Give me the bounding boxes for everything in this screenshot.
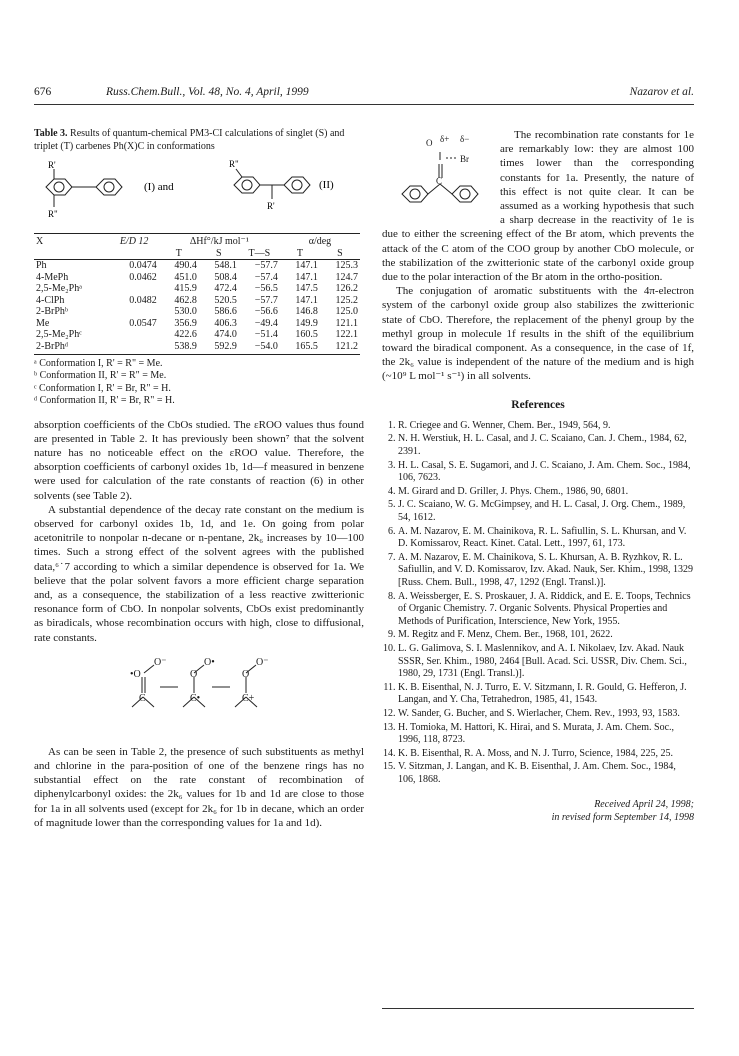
- table-cell: 2-BrPhᵈ: [34, 341, 109, 355]
- table-cell: −57.7: [254, 294, 278, 306]
- table-cell: −57.4: [254, 271, 278, 283]
- table-cell: 490.4: [174, 260, 197, 271]
- carbene-structures-drawing: [34, 159, 364, 231]
- paragraph: A substantial dependence of the decay rate constant on the medium is observed for carbonyl oxides 1b, 1d, and 1e. On going from polar acetonitrile to nonpolar n-decane or n-pentane, 2k₆ increases by 10—100 times. Such a strong effect of the solvent agrees with the published data,⁶˙7 according to which a similar dependence is observed for 1a. We believe that the polar solvent favors a more efficient charge separation and, as a consequence, the stabilization of a less reactive zwitterionic resonance form of CbO. In nonpolar solvents, CbOs exist predominantly as biradicals, whose recombination occurs with high, close to diffusional, rate constants.: [34, 503, 364, 644]
- table-cell: 2,5-Me₂Phᵃ: [36, 283, 82, 294]
- table-cell: 508.4: [214, 271, 237, 283]
- table-cell: 147.1: [295, 294, 318, 306]
- substituent-r-dprime-1: R": [48, 209, 58, 219]
- reference-item: 9. M. Regitz and F. Menz, Chem. Ber., 1968, 101, 2622.: [398, 629, 694, 642]
- revised-line: in revised form September 14, 1998: [551, 812, 694, 824]
- table-row: [34, 272, 360, 284]
- table-cell: 125.2: [335, 294, 358, 306]
- resonance-label: O⁻: [154, 656, 167, 668]
- table-cell: 4-MePh: [36, 271, 69, 283]
- figure-label: O: [426, 138, 433, 148]
- reference-item: 14. K. B. Eisenthal, R. A. Moss, and N. J. Turro, Science, 1984, 225, 25.: [398, 748, 694, 761]
- reference-item: 12. W. Sander, G. Bucher, and S. Wierlacher, Chem. Rev., 1993, 93, 1583.: [398, 708, 694, 721]
- table-cell: 121.2: [320, 341, 360, 355]
- table-subheader-row: [34, 248, 360, 260]
- table-cell: [109, 306, 158, 318]
- table-cell: [109, 341, 158, 355]
- aromatic-circle-3: [242, 180, 252, 190]
- table-cell: [109, 283, 158, 295]
- references-list: [382, 420, 694, 787]
- table-cell: 2-BrPhᵇ: [36, 306, 68, 317]
- table-cell: 0.0474: [129, 260, 157, 271]
- table-caption-text: Results of quantum-chemical PM3-CI calculations of singlet (S) and triplet (T) carbenes Ph(X)C in conformations: [34, 128, 345, 152]
- reference-item: 3. H. L. Casal, S. E. Sugamori, and J. C. Scaiano, J. Am. Chem. Soc., 1984, 106, 7623.: [398, 460, 694, 485]
- table-cell: 0.0547: [129, 317, 157, 329]
- reference-item: 7. A. M. Nazarov, E. M. Chainikova, S. L. Khursan, A. B. Ryzhkov, R. L. Safiullin, and V. D. Komissarov, Izv. Akad. Nauk, Ser. Khim., 1998, 1329 [Russ. Chem. Bull., 1998, 47, 1292 (Engl. Transl.)].: [398, 552, 694, 590]
- aromatic-circle-2: [104, 182, 114, 192]
- received-dates: [382, 798, 694, 824]
- paragraph: The conjugation of aromatic substituents with the 4π-electron system of the carbonyl oxide group also stabilizes the zwitterionic state of CbO. Therefore, the replacement of the phenyl group by the methyl group in molecule 1f results in the shift of the equilibrium toward the biradical component. As a consequence, in the case of 1f, the 2k₆ value is independent of the nature of the medium and is high (~10⁹ L mol⁻¹ s⁻¹) in all solvents.: [382, 285, 694, 383]
- table-cell: 474.0: [214, 329, 237, 340]
- sub-t: T: [159, 248, 199, 260]
- col-enthalpy: ΔHf°/kJ mol⁻¹: [159, 234, 280, 248]
- table-row: [34, 329, 360, 341]
- resonance-drawing: [34, 653, 364, 739]
- table-cell: 149.9: [295, 317, 318, 329]
- footer-rule: [382, 1008, 694, 1009]
- reference-item: 5. J. C. Scaiano, W. G. McGimpsey, and H. L. Casal, J. Org. Chem., 1989, 54, 1612.: [398, 499, 694, 524]
- aromatic-circle-4: [292, 180, 302, 190]
- table-cell: 147.5: [295, 283, 318, 294]
- table-cell: 0.0482: [129, 294, 157, 306]
- paragraph: As can be seen in Table 2, the presence of such substituents as methyl and chlorine in the para-position of one of the benzene rings has no substantial effect on the rate constant of recombination of diphenylcarbonyl oxides: the 2k₆ values for 1b and 1d are close to those for 1a in all solvents used (except for 2k₆ for 1b in decane, which an order of magnitude lower than the corresponding values for 1a and 1d).: [34, 745, 364, 829]
- table-cell: 124.7: [335, 271, 358, 283]
- table-caption-label: Table 3.: [34, 128, 68, 139]
- table-cell: 125.0: [335, 306, 358, 317]
- reference-item: 4. M. Girard and D. Griller, J. Phys. Chem., 1986, 90, 6801.: [398, 486, 694, 499]
- table-cell: 530.0: [174, 306, 197, 317]
- paragraph: [382, 128, 694, 284]
- reference-item: 8. A. Weissberger, E. S. Proskauer, J. A. Riddick, and E. E. Toops, Technics of Organic Chemistry. 7. Organic Solvents. Physical Properties and Methods of Purification, Interscience, New York, 1955.: [398, 591, 694, 629]
- resonance-label: O⁻: [256, 656, 269, 668]
- table-cell: −49.4: [254, 317, 278, 329]
- sub-t-s: T—S: [239, 248, 280, 260]
- resonance-label: O•: [204, 656, 215, 668]
- table-cell: 147.1: [295, 260, 318, 271]
- table-cell: −57.7: [254, 260, 278, 271]
- table-caption: [34, 128, 364, 153]
- table-row: [34, 260, 360, 272]
- sub-s: S: [199, 248, 239, 260]
- page-number: 676: [34, 86, 52, 98]
- reference-item: 1. R. Criegee and G. Wenner, Chem. Ber., 1949, 564, 9.: [398, 420, 694, 433]
- bond-r3: [236, 169, 242, 177]
- benzene-ring-2: [96, 179, 122, 195]
- benzene-ring-1: [46, 179, 72, 195]
- bromo-carbonyl-oxide-drawing: [396, 130, 508, 222]
- conformation-1-label: (I) and: [144, 181, 174, 193]
- reference-item: 10. L. G. Galimova, S. I. Maslennikov, and A. I. Nikolaev, Izv. Akad. Nauk SSSR, Ser. Khim., 1980, 2464 [Bull. Acad. Sci. USSR, Div. Chem. Sci., 1980, 29, 1731 (Engl. Transl.)].: [398, 643, 694, 681]
- table-row: [34, 341, 360, 355]
- figure-label: δ+: [440, 134, 450, 144]
- table-cell: 125.3: [335, 260, 358, 271]
- left-column: [34, 128, 364, 830]
- table-cell: 147.1: [295, 271, 318, 283]
- table-cell: 462.8: [174, 294, 197, 306]
- results-table: [34, 233, 360, 355]
- paragraph-text: The recombination rate constants for 1e are remarkably low: they are almost 100 times lower than the corresponding constants for 1a. Presently, the nature of this effect is not quite clear. It can be assumed as a working hypothesis that such a sharp decrease in the reactivity of 1e is due to either the screening effect of the Br atom, which prevents the attack of the C atom of the COO group by another CbO molecule, or the stabilization of the zwitterionic state of the carbonyl oxide group due to the polar interaction of the Br atom in the ortho-position.: [382, 129, 694, 284]
- table-cell: −51.4: [254, 329, 278, 340]
- figure-label: δ−: [460, 134, 470, 144]
- reference-item: 13. H. Tomioka, M. Hattori, K. Hirai, and S. Murata, J. Am. Chem. Soc., 1996, 118, 8723.: [398, 722, 694, 747]
- table-note: ᶜ Conformation I, R' = Br, R" = H.: [34, 382, 171, 394]
- resonance-label: C+: [242, 692, 255, 704]
- table-header-row: [34, 234, 360, 248]
- table-row: [34, 318, 360, 330]
- resonance-label: •O: [130, 668, 141, 680]
- table-cell: 451.0: [174, 271, 197, 283]
- figure-label: Br: [460, 154, 469, 164]
- table-cell: 146.8: [295, 306, 318, 317]
- resonance-structures-figure: [34, 653, 364, 739]
- benzene-ring-4: [284, 177, 310, 193]
- received-line: Received April 24, 1998;: [594, 799, 694, 811]
- table-row: [34, 306, 360, 318]
- journal-citation: Russ.Chem.Bull., Vol. 48, No. 4, April, 1999: [106, 86, 309, 98]
- carbene-conformations-figure: [34, 159, 364, 231]
- table-cell: 422.6: [174, 329, 197, 340]
- table-cell: 2,5-Me₂Phᶜ: [36, 329, 82, 340]
- sub-alpha-s: S: [320, 248, 360, 260]
- reference-item: 2. N. H. Werstiuk, H. L. Casal, and J. C. Scaiano, Can. J. Chem., 1984, 62, 2391.: [398, 433, 694, 458]
- substituent-r-dprime-2: R": [229, 159, 239, 169]
- running-author: Nazarov et al.: [629, 86, 694, 98]
- reference-item: 6. A. M. Nazarov, E. M. Chainikova, R. L. Safiullin, S. L. Khursan, and V. D. Komissarov, React. Kinet. Catal. Lett., 1997, 61, 173.: [398, 526, 694, 551]
- bromophenyl-figure: [382, 130, 494, 222]
- paragraph: absorption coefficients of the CbOs studied. The εROO values thus found are presented in Table 2. It has previously been shown⁷ that the solvent nature has no noticeable effect on the εROO value. Therefore, the absorption coefficients of carbonyl oxides 1b, 1d—f measured in benzene were used for calculation of the rate constants of reaction (6) in other solvents (see Table 2).: [34, 418, 364, 502]
- table-note: ᵇ Conformation II, R' = R" = Me.: [34, 370, 167, 382]
- table-cell: 356.9: [174, 317, 197, 329]
- table-cell: 548.1: [214, 260, 237, 271]
- table-cell: 592.9: [199, 341, 239, 355]
- table-cell: 415.9: [174, 283, 197, 294]
- table-cell: 520.5: [214, 294, 237, 306]
- table-cell: −56.6: [254, 306, 278, 317]
- table-row: [34, 283, 360, 295]
- table-cell: 4-ClPh: [36, 294, 65, 306]
- col-e-d: E/D 12: [109, 234, 158, 248]
- table-cell: 160.5: [295, 329, 318, 340]
- table-cell: 406.3: [214, 317, 237, 329]
- table-note: ᵃ Conformation I, R' = R" = Me.: [34, 358, 163, 369]
- reference-item: 15. V. Sitzman, J. Langan, and K. B. Eisenthal, J. Am. Chem. Soc., 1984, 106, 1868.: [398, 761, 694, 786]
- table-cell: 165.5: [280, 341, 320, 355]
- table-cell: −56.5: [254, 283, 278, 294]
- table-cell: [109, 329, 158, 341]
- conformation-2-label: (II): [319, 179, 334, 191]
- substituent-r-prime-1: R': [48, 160, 56, 170]
- col-alpha: α/deg: [280, 234, 360, 248]
- table-cell: 0.0462: [129, 271, 157, 283]
- substituent-r-prime-2: R': [267, 201, 275, 211]
- table-cell: Me: [36, 317, 50, 329]
- page-header: [34, 86, 694, 105]
- table-row: [34, 295, 360, 307]
- figure-label: C: [436, 176, 443, 186]
- table-cell: Ph: [36, 260, 47, 271]
- right-column: [382, 128, 694, 824]
- resonance-label: O: [190, 668, 198, 680]
- table-cell: 538.9: [159, 341, 199, 355]
- table-cell: 126.2: [335, 283, 358, 294]
- references-heading: References: [511, 398, 565, 411]
- table-cell: 122.1: [335, 329, 358, 340]
- sub-alpha-t: T: [280, 248, 320, 260]
- table-body: [34, 260, 360, 355]
- col-x: X: [34, 234, 109, 248]
- resonance-label: C•: [190, 692, 201, 704]
- table-cell: 472.4: [214, 283, 237, 294]
- table-cell: −54.0: [239, 341, 280, 355]
- reference-item: 11. K. B. Eisenthal, N. J. Turro, E. V. Sitzmann, I. R. Gould, G. Hefferon, J. Langan, and Y. Cha, Tetrahedron, 1985, 41, 1543.: [398, 682, 694, 707]
- table-notes: [34, 358, 364, 408]
- resonance-label: C: [139, 692, 146, 704]
- table-cell: 121.1: [335, 317, 358, 329]
- table-cell: 586.6: [214, 306, 237, 317]
- benzene-ring-3: [234, 177, 260, 193]
- table-note: ᵈ Conformation II, R' = Br, R" = H.: [34, 395, 175, 407]
- aromatic-circle-1: [54, 182, 64, 192]
- resonance-label: O: [242, 668, 250, 680]
